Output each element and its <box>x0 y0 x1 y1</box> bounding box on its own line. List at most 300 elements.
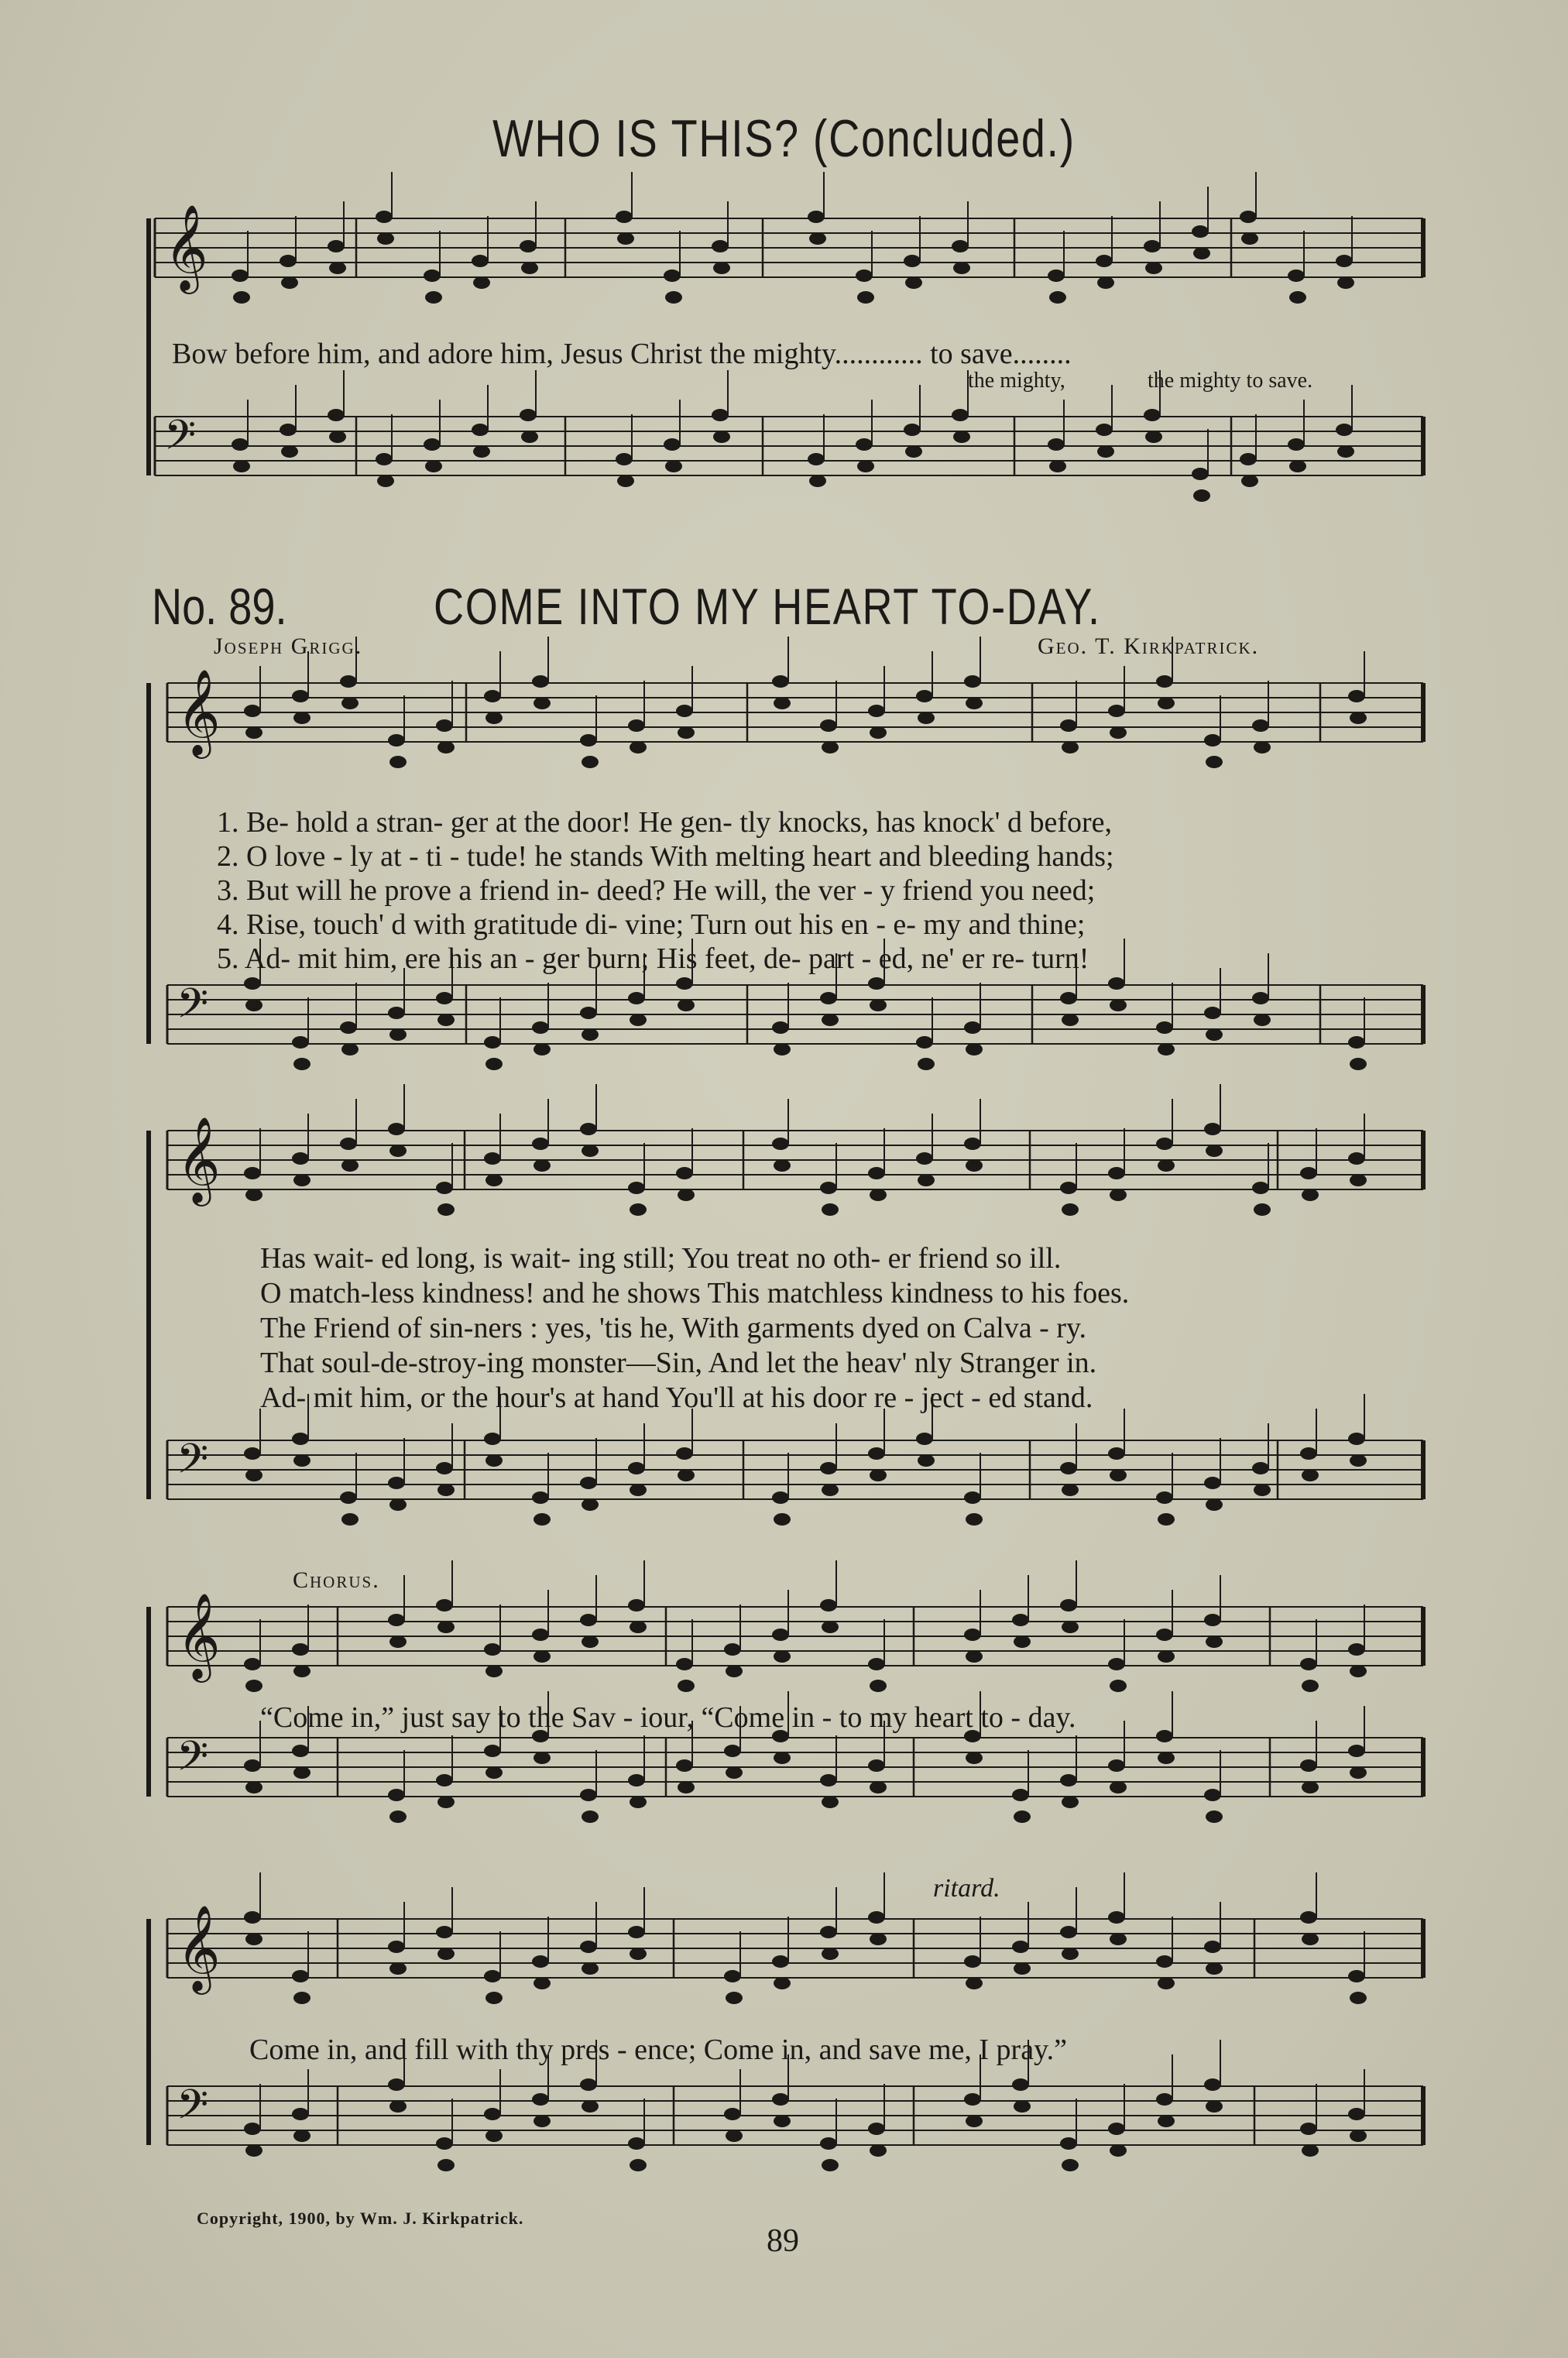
verse-1-line-b: Has wait- ed long, is wait- ing still; You treat no oth- er friend so ill. <box>260 1242 1062 1275</box>
note-head <box>617 232 634 245</box>
note-head <box>233 460 250 472</box>
note-head <box>774 2115 791 2127</box>
note-head <box>484 1152 501 1165</box>
note-head <box>628 2137 645 2150</box>
note-head <box>436 992 453 1004</box>
note-head <box>329 262 346 274</box>
bass-clef-icon: 𝄢 <box>177 2082 209 2139</box>
note-head <box>388 1614 405 1626</box>
note-head <box>1204 1123 1221 1135</box>
note-head <box>1204 1941 1221 1953</box>
note-head <box>245 1933 262 1945</box>
note-head <box>808 453 825 465</box>
note-head <box>1062 2159 1079 2171</box>
note-head <box>1254 1203 1271 1216</box>
note-head <box>630 1484 647 1496</box>
note-head <box>582 1498 599 1511</box>
note-head <box>1204 1614 1221 1626</box>
note-head <box>1144 409 1161 421</box>
note-head <box>1014 1811 1031 1823</box>
note-head <box>472 424 489 436</box>
note-head <box>1254 1484 1271 1496</box>
note-head <box>918 1454 935 1467</box>
note-head <box>870 1469 887 1481</box>
note-head <box>1096 255 1113 267</box>
note-head <box>473 445 490 458</box>
note-head <box>293 1766 311 1779</box>
note-head <box>341 697 359 709</box>
note-head <box>436 719 453 732</box>
note-head <box>580 1789 597 1801</box>
note-head <box>774 1977 791 1989</box>
note-head <box>1145 262 1162 274</box>
note-head <box>628 1599 645 1611</box>
note-head <box>244 2123 261 2135</box>
note-head <box>870 1781 887 1793</box>
note-head <box>245 2144 262 2157</box>
note-head <box>870 2144 887 2157</box>
note-head <box>966 1752 983 1764</box>
note-head <box>1206 1811 1223 1823</box>
note-head <box>1336 424 1353 436</box>
note-head <box>328 240 345 252</box>
note-head <box>281 276 298 289</box>
note-head <box>726 1665 743 1677</box>
note-head <box>280 424 297 436</box>
note-head <box>1252 719 1269 732</box>
note-head <box>534 1650 551 1663</box>
note-head <box>1062 1203 1079 1216</box>
note-head <box>389 1811 407 1823</box>
note-head <box>1014 1635 1031 1648</box>
note-head <box>774 697 791 709</box>
note-head <box>772 1021 789 1034</box>
note-head <box>580 2078 597 2091</box>
note-head <box>388 1789 405 1801</box>
note-head <box>436 1462 453 1474</box>
note-head <box>437 1014 455 1026</box>
note-head <box>436 1599 453 1611</box>
note-head <box>1302 1933 1319 1945</box>
note-head <box>582 2100 599 2113</box>
note-head <box>772 1955 789 1968</box>
note-head <box>582 756 599 768</box>
note-head <box>904 255 921 267</box>
note-head <box>1108 1911 1125 1924</box>
note-head <box>244 977 261 990</box>
note-head <box>532 1021 549 1034</box>
note-head <box>678 1781 695 1793</box>
note-head <box>1158 1752 1175 1764</box>
note-head <box>966 1977 983 1989</box>
note-head <box>678 1680 695 1692</box>
note-head <box>341 1043 359 1055</box>
note-head <box>616 453 633 465</box>
note-head <box>534 1159 551 1172</box>
verse-4-line-a: 4. Rise, touch' d with gratitude di- vine; Turn out his en - e- my and thine; <box>217 908 1086 941</box>
note-head <box>1348 1745 1365 1757</box>
note-head <box>1241 232 1258 245</box>
note-head <box>820 2137 837 2150</box>
note-head <box>774 1650 791 1663</box>
note-head <box>724 2108 741 2120</box>
note-head <box>1300 1658 1317 1670</box>
note-head <box>905 445 922 458</box>
note-head <box>1350 1766 1367 1779</box>
note-head <box>1240 211 1257 223</box>
note-head <box>822 2159 839 2171</box>
note-head <box>1206 756 1223 768</box>
note-head <box>232 438 249 451</box>
note-head <box>484 1643 501 1656</box>
note-head <box>388 1123 405 1135</box>
note-head <box>1192 468 1209 480</box>
note-head <box>1108 1447 1125 1460</box>
note-head <box>520 409 537 421</box>
note-head <box>1206 1028 1223 1041</box>
note-head <box>473 276 490 289</box>
note-head <box>1062 1621 1079 1633</box>
note-head <box>1302 1781 1319 1793</box>
note-head <box>1060 1926 1077 1938</box>
note-head <box>1108 1167 1125 1179</box>
note-head <box>293 1665 311 1677</box>
note-head <box>916 1433 933 1445</box>
note-head <box>1014 2100 1031 2113</box>
note-head <box>628 1774 645 1787</box>
note-head <box>244 1658 261 1670</box>
note-head <box>772 2093 789 2106</box>
note-head <box>870 1189 887 1201</box>
note-head <box>1158 1043 1175 1055</box>
note-head <box>292 1643 309 1656</box>
note-head <box>964 1021 981 1034</box>
note-head <box>966 697 983 709</box>
note-head <box>1062 1484 1079 1496</box>
note-head <box>534 1752 551 1764</box>
note-head <box>774 1043 791 1055</box>
copyright-notice: Copyright, 1900, by Wm. J. Kirkpatrick. <box>197 2209 524 2228</box>
note-head <box>341 1159 359 1172</box>
verse-4-line-b: That soul-de-stroy-ing monster—Sin, And let the heav' nly Stranger in. <box>260 1347 1097 1379</box>
note-head <box>582 1962 599 1975</box>
note-head <box>340 1491 357 1504</box>
note-head <box>820 1182 837 1194</box>
note-head <box>822 1948 839 1960</box>
note-head <box>1348 1970 1365 1982</box>
note-head <box>1110 1781 1127 1793</box>
note-head <box>1156 675 1173 688</box>
note-head <box>904 424 921 436</box>
note-head <box>630 1621 647 1633</box>
note-head <box>617 475 634 487</box>
note-head <box>630 1014 647 1026</box>
note-head <box>389 1028 407 1041</box>
note-head <box>484 1970 501 1982</box>
note-head <box>437 1621 455 1633</box>
note-head <box>953 431 970 443</box>
note-head <box>280 255 297 267</box>
note-head <box>724 1643 741 1656</box>
note-head <box>388 734 405 747</box>
note-head <box>532 1629 549 1641</box>
note-head <box>918 1174 935 1186</box>
note-head <box>1012 1941 1029 1953</box>
note-head <box>1350 712 1367 724</box>
note-head <box>424 269 441 282</box>
note-head <box>1060 2137 1077 2150</box>
note-head <box>534 1977 551 1989</box>
note-head <box>809 232 826 245</box>
note-head <box>916 1036 933 1049</box>
note-head <box>1192 225 1209 238</box>
note-head <box>966 1650 983 1663</box>
note-head <box>870 1933 887 1945</box>
note-head <box>1206 1635 1223 1648</box>
note-head <box>520 240 537 252</box>
note-head <box>340 675 357 688</box>
note-head <box>1110 726 1127 739</box>
note-head <box>964 1955 981 1968</box>
note-head <box>1156 1730 1173 1742</box>
note-head <box>820 992 837 1004</box>
note-head <box>1060 1462 1077 1474</box>
note-head <box>1062 1796 1079 1808</box>
note-head <box>484 1745 501 1757</box>
note-head <box>774 1159 791 1172</box>
note-head <box>377 232 394 245</box>
note-head <box>966 1043 983 1055</box>
note-head <box>1156 1491 1173 1504</box>
note-head <box>437 2159 455 2171</box>
note-head <box>676 977 693 990</box>
note-head <box>724 1970 741 1982</box>
note-head <box>822 1484 839 1496</box>
concluded-title: WHO IS THIS? (Concluded.) <box>492 109 1076 168</box>
note-head <box>964 675 981 688</box>
note-head <box>376 211 393 223</box>
note-head <box>857 460 874 472</box>
note-head <box>292 2108 309 2120</box>
verse-2-line-b: O match-less kindness! and he shows This matchless kindness to his foes. <box>260 1277 1130 1309</box>
note-head <box>616 211 633 223</box>
note-head <box>1108 2123 1125 2135</box>
note-head <box>964 1629 981 1641</box>
note-head <box>293 1058 311 1070</box>
note-head <box>628 719 645 732</box>
note-head <box>244 1447 261 1460</box>
note-head <box>245 1469 262 1481</box>
note-head <box>1060 992 1077 1004</box>
note-head <box>582 1635 599 1648</box>
note-head <box>244 705 261 717</box>
note-head <box>1337 276 1354 289</box>
note-head <box>1302 1680 1319 1692</box>
hymn-title: COME INTO MY HEART TO-DAY. <box>434 578 1101 635</box>
note-head <box>952 240 969 252</box>
note-head <box>484 690 501 702</box>
note-head <box>1097 276 1114 289</box>
note-head <box>905 276 922 289</box>
note-head <box>1156 1629 1173 1641</box>
note-head <box>377 475 394 487</box>
note-head <box>916 690 933 702</box>
note-head <box>628 1182 645 1194</box>
treble-clef-icon: 𝄞 <box>177 1116 221 1203</box>
note-head <box>726 2130 743 2142</box>
note-head <box>870 1680 887 1692</box>
top-lyric-main: Bow before him, and adore him, Jesus Christ the mighty............ to save........ <box>172 338 1072 370</box>
note-head <box>772 1491 789 1504</box>
note-head <box>437 1948 455 1960</box>
note-head <box>1240 453 1257 465</box>
note-head <box>822 741 839 753</box>
note-head <box>580 1941 597 1953</box>
verse-2-line-a: 2. O love - ly at - ti - tude! he stands With melting heart and bleeding hands; <box>217 840 1114 873</box>
bass-clef-icon: 𝄢 <box>177 980 209 1038</box>
note-head <box>1108 977 1125 990</box>
note-head <box>582 1811 599 1823</box>
note-head <box>485 2130 503 2142</box>
top-lyric-echo-2: the mighty to save. <box>1148 369 1313 393</box>
note-head <box>534 2115 551 2127</box>
note-head <box>437 1484 455 1496</box>
note-head <box>437 1203 455 1216</box>
note-head <box>1204 1789 1221 1801</box>
note-head <box>389 1498 407 1511</box>
note-head <box>582 1028 599 1041</box>
note-head <box>293 1992 311 2004</box>
top-lyric-echo-1: the mighty, <box>968 369 1065 393</box>
note-head <box>1300 1759 1317 1772</box>
note-head <box>1336 255 1353 267</box>
note-head <box>388 2078 405 2091</box>
note-head <box>1289 291 1306 304</box>
note-head <box>389 1635 407 1648</box>
verse-5-line-b: Ad- mit him, or the hour's at hand You'll at his door re - ject - ed stand. <box>260 1382 1093 1414</box>
note-head <box>388 1007 405 1019</box>
note-head <box>244 1167 261 1179</box>
note-head <box>822 1621 839 1633</box>
note-head <box>1062 1948 1079 1960</box>
note-head <box>1156 1955 1173 1968</box>
note-head <box>293 712 311 724</box>
note-head <box>1156 2093 1173 2106</box>
note-head <box>1350 1058 1367 1070</box>
note-head <box>1348 1152 1365 1165</box>
note-head <box>532 1955 549 1968</box>
bass-clef-icon: 𝄢 <box>177 1733 209 1790</box>
note-head <box>580 1477 597 1489</box>
treble-clef-icon: 𝄞 <box>177 1904 221 1991</box>
note-head <box>472 255 489 267</box>
note-head <box>1060 1182 1077 1194</box>
note-head <box>532 1491 549 1504</box>
note-head <box>1302 1469 1319 1481</box>
note-head <box>580 1007 597 1019</box>
note-head <box>1097 445 1114 458</box>
note-head <box>1048 438 1065 451</box>
note-head <box>436 1182 453 1194</box>
note-head <box>713 431 730 443</box>
note-head <box>1348 1433 1365 1445</box>
bass-clef-icon: 𝄢 <box>164 412 197 469</box>
note-head <box>534 697 551 709</box>
note-head <box>436 2137 453 2150</box>
note-head <box>534 1513 551 1526</box>
note-head <box>485 712 503 724</box>
note-head <box>1014 1962 1031 1975</box>
note-head <box>1252 992 1269 1004</box>
note-head <box>580 1123 597 1135</box>
note-head <box>1110 1933 1127 1945</box>
note-head <box>822 1203 839 1216</box>
note-head <box>1300 1167 1317 1179</box>
note-head <box>1158 1159 1175 1172</box>
hymn-number: No. 89. <box>152 578 287 635</box>
note-head <box>582 1145 599 1157</box>
note-head <box>1300 1447 1317 1460</box>
note-head <box>628 1926 645 1938</box>
note-head <box>485 1992 503 2004</box>
note-head <box>630 1948 647 1960</box>
note-head <box>772 1629 789 1641</box>
chorus-label: Chorus. <box>293 1567 380 1593</box>
note-head <box>1350 1992 1367 2004</box>
note-head <box>678 1469 695 1481</box>
note-head <box>1158 697 1175 709</box>
note-head <box>485 1058 503 1070</box>
note-head <box>820 1462 837 1474</box>
note-head <box>425 460 442 472</box>
note-head <box>521 431 538 443</box>
note-head <box>293 1174 311 1186</box>
note-head <box>1300 1911 1317 1924</box>
note-head <box>1060 1774 1077 1787</box>
note-head <box>1350 1454 1367 1467</box>
note-head <box>868 1447 885 1460</box>
note-head <box>1300 2123 1317 2135</box>
note-head <box>820 719 837 732</box>
note-head <box>293 2130 311 2142</box>
note-head <box>713 262 730 274</box>
note-head <box>245 726 262 739</box>
note-head <box>868 705 885 717</box>
note-head <box>485 1665 503 1677</box>
note-head <box>233 291 250 304</box>
note-head <box>1158 1513 1175 1526</box>
note-head <box>1096 424 1113 436</box>
note-head <box>857 291 874 304</box>
note-head <box>870 999 887 1011</box>
note-head <box>676 1447 693 1460</box>
note-head <box>1206 1145 1223 1157</box>
note-head <box>1012 2078 1029 2091</box>
note-head <box>630 2159 647 2171</box>
note-head <box>292 1036 309 1049</box>
note-head <box>1110 1469 1127 1481</box>
note-head <box>868 1167 885 1179</box>
note-head <box>484 2108 501 2120</box>
ritard-marking: ritard. <box>933 1874 1000 1903</box>
note-head <box>1110 1680 1127 1692</box>
note-head <box>918 1058 935 1070</box>
note-head <box>808 211 825 223</box>
note-head <box>952 409 969 421</box>
note-head <box>726 1766 743 1779</box>
note-head <box>1288 269 1305 282</box>
note-head <box>485 1766 503 1779</box>
